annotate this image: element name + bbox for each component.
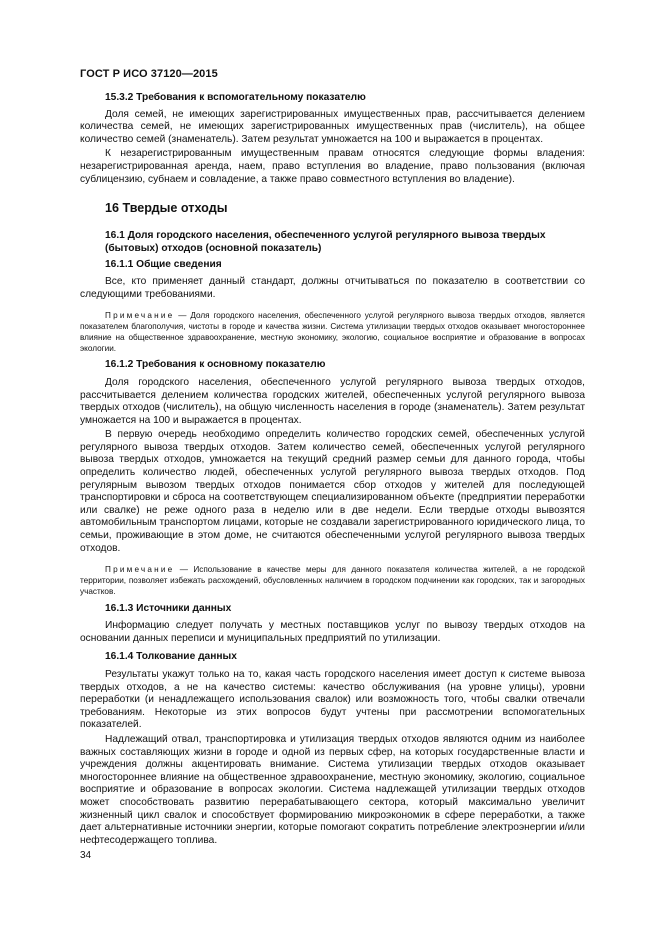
note-label: Примечание [105, 311, 175, 321]
paragraph: Все, кто применяет данный стандарт, должны отчитываться по показателю в соответствии со следующими требованиями. [80, 275, 585, 300]
paragraph: Надлежащий отвал, транспортировка и утилизация твердых отходов являются одним из наиболее важных составляющих жизни в городе и одной из первых сфер, на которых государственные власти и учреждения должны акцентировать внимание. Система утилизации твердых отходов оказывает многостороннее влияние на общественное здравоохранение, местную экономику, экологию, социальное восприятие и образование в вопросах экологии. Система надлежащей утилизации твердых отходов может способствовать развитию перерабатывающего сектора, который максимально увеличит жизненный цикл свалок и способствует формированию микроэкономик в сфере переработки, а также дает альтернативные источники энергии, которые помогают сократить потребление электроэнергии и/или нефтесодержащего топлива. [80, 733, 585, 846]
page-number: 34 [80, 850, 92, 861]
paragraph: Результаты укажут только на то, какая часть городского населения имеет доступ к системе вывоза твердых отходов, а не на качество системы: качество обслуживания (на уровне улицы), уровни переработки (и ненадлежащего использования свалок) или возможность того, чтобы свалки отвечали требованиям. Некоторые из этих вопросов будут учтены при рассмотрении вспомогательных показателей. [80, 668, 585, 731]
paragraph: Доля городского населения, обеспеченного услугой регулярного вывоза твердых отходов, рассчитывается делением количества городских жителей, обеспеченных услугой регулярного вывоза твердых отходов (числитель), на общую численность населения в городе (знаменатель). Затем результат умножается на 100 и выражается в процентах. [80, 376, 585, 426]
section-heading-16-1-2: 16.1.2 Требования к основному показателю [105, 359, 326, 371]
paragraph: Информацию следует получать у местных поставщиков услуг по вывозу твердых отходов на основании данных переписи и муниципальных предприятий по утилизации. [80, 620, 585, 644]
section-heading-16-1-4: 16.1.4 Толкование данных [105, 651, 237, 663]
section-heading-16-1-3: 16.1.3 Источники данных [105, 602, 232, 614]
note [80, 565, 585, 597]
document-body [80, 92, 585, 847]
section-heading-16: 16 Твердые отходы [105, 201, 228, 216]
section-heading-16-1-1: 16.1.1 Общие сведения [105, 259, 222, 271]
note [80, 311, 585, 354]
note-label: Примечание [105, 565, 175, 575]
section-heading-15-3-2: 15.3.2 Требования к вспомогательному показателю [105, 92, 366, 103]
paragraph: В первую очередь необходимо определить количество городских семей, обеспеченных услугой регулярного вывоза твердых отходов. Затем количество семей, обеспеченных услугой регулярного вывоза твердых отходов, умножается на текущий средний размер семьи для данного города, чтобы определить количество людей, обеспеченных услугой регулярного вывоза твердых отходов. Под регулярным вывозом твердых отходов понимается сбор отходов у жителей для последующей транспортировки и сброса на соответствующем специализированном объекте (предприятии переработки или свалке) не реже одного раза в неделю или в две недели. Если твердые отходы вывозятся автомобильным транспортом лицами, которые не создавали зарегистрированного юридического лица, то семьи, проживающие в этом доме, не считаются обеспеченными услугой регулярного вывоза твердых отходов. [80, 429, 585, 554]
note-text: — Доля городского населения, обеспеченного услугой регулярного вывоза твердых отходов, является показателем благополучия, чистоты в городе и качества жизни. Система утилизации твердых отходов оказывает многостороннее влияние на общественное здравоохранение, местную экономику, экологию, социальное восприятие и образование в вопросах экологии. [80, 311, 585, 353]
paragraph: Доля семей, не имеющих зарегистрированных имущественных прав, рассчитывается делением количества семей, не имеющих зарегистрированных имущественных прав (числитель), на общее количество семей (знаменатель). Затем результат умножается на 100 и выражается в процентах. [80, 108, 585, 145]
note-text: — Использование в качестве меры для данного показателя количества жителей, а не городской территории, позволяет избежать расхождений, обусловленных наличием в городском подчинении как городских, так и загородных участков. [80, 565, 585, 596]
section-heading-16-1: 16.1 Доля городского населения, обеспеченного услугой регулярного вывоза твердых (бытовых) отходов (основной показатель) [105, 230, 546, 254]
paragraph: К незарегистрированным имущественным правам относятся следующие формы владения: незарегистрированная аренда, наем, право вступления во владение, право пользования (включая сублицензию, субнаем и совладение, а также право совместного вступления во владение). [80, 148, 585, 185]
document-header: ГОСТ Р ИСО 37120—2015 [80, 68, 218, 80]
